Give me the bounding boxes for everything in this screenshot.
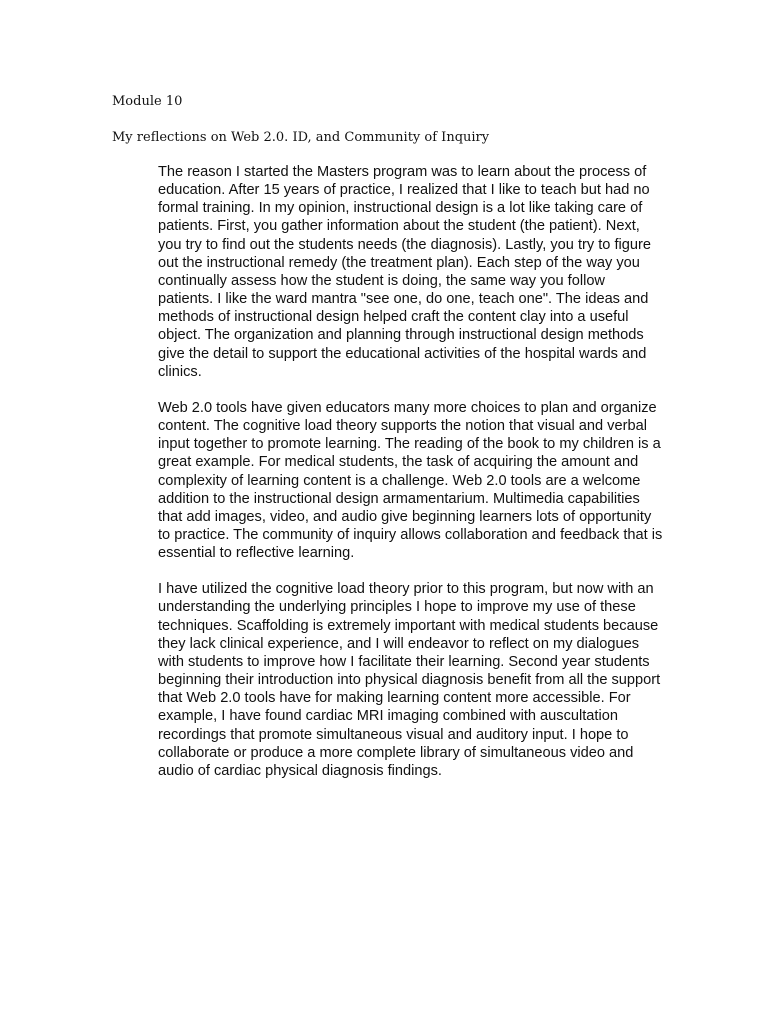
paragraph-3: I have utilized the cognitive load theory prior to this program, but now with an understanding the underlying principles I hope to improve my use of these techniques. Scaffolding is extremely important with medical students because they lack clinical experience, and I will endeavor to reflect on my dialogues with students to improve how I facilitate their learning. Second year students beginning their introduction into physical diagnosis benefit from all the support that Web 2.0 tools have for making learning content more accessible. For example, I have found cardiac MRI imaging combined with auscultation recordings that promote simultaneous visual and auditory input. I hope to collaborate or produce a more complete library of simultaneous video and audio of cardiac physical diagnosis findings. [158, 581, 661, 779]
paragraph-1: The reason I started the Masters program was to learn about the process of education. After 15 years of practice, I realized that I like to teach but had no formal training. In my opinion, instructional design is a lot like taking care of patients. First, you gather information about the student (the patient). Next, you try to find out the students needs (the diagnosis). Lastly, you try to figure out the instructional remedy (the treatment plan). Each step of the way you continually assess how the student is doing, the same way you follow patients. I like the ward mantra "see one, do one, teach one". The ideas and methods of instructional design helped craft the content clay into a useful object. The organization and planning through instructional design methods give the detail to support the educational activities of the hospital wards and clinics. [158, 164, 651, 380]
paragraph-2: Web 2.0 tools have given educators many more choices to plan and organize content. The cognitive load theory supports the notion that visual and verbal input together to promote learning. The reading of the book to my children is a great example. For medical students, the task of acquiring the amount and complexity of learning content is a challenge. Web 2.0 tools are a welcome addition to the instructional design armamentarium. Multimedia capabilities that add images, video, and audio give beginning learners lots of opportunity to practice. The community of inquiry allows collaboration and feedback that is essential to reflective learning. [158, 399, 663, 562]
document-title: My reflections on Web 2.0. ID, and Community of Inquiry [112, 130, 490, 145]
module-label: Module 10 [112, 94, 183, 109]
document-body [158, 163, 664, 798]
